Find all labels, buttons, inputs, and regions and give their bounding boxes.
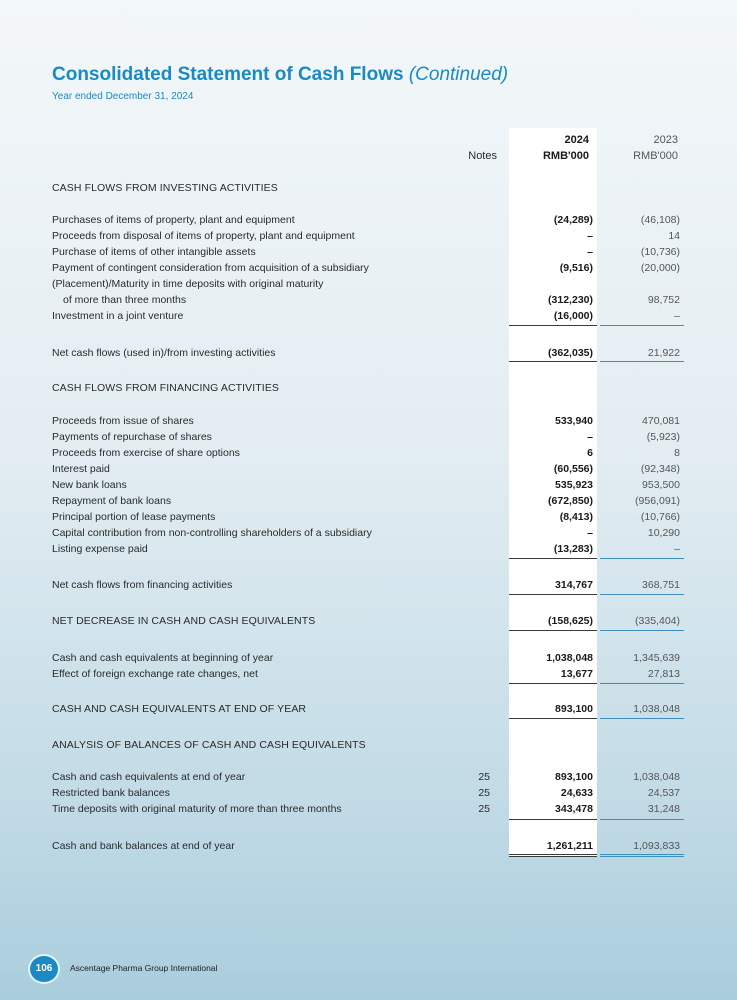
row-label: Effect of foreign exchange rate changes, net (52, 668, 258, 680)
row-label: Interest paid (52, 463, 110, 475)
statement-row (0, 701, 737, 717)
row-note: 25 (478, 803, 490, 815)
statement-row (0, 244, 737, 260)
row-value-2024: – (587, 431, 593, 443)
row-label: Cash and bank balances at end of year (52, 840, 235, 852)
row-label: Payment of contingent consideration from acquisition of a subsidiary (52, 262, 369, 274)
total-rule (600, 361, 684, 362)
row-value-2023: 368,751 (642, 579, 680, 591)
page-title (52, 64, 508, 86)
statement-row (0, 541, 737, 557)
statement-row (0, 380, 737, 396)
total-rule (509, 718, 597, 719)
period-subtitle: Year ended December 31, 2024 (52, 91, 194, 102)
row-value-2023: (335,404) (635, 615, 680, 627)
row-label: Cash and cash equivalents at end of year (52, 771, 246, 783)
row-label: Purchases of items of property, plant and equipment (52, 214, 295, 226)
row-label: Restricted bank balances (52, 787, 170, 799)
total-rule (509, 361, 597, 362)
row-value-2024: 13,677 (560, 668, 593, 680)
prior-unit-header: RMB'000 (633, 150, 678, 162)
prior-year-header: 2023 (653, 134, 678, 146)
row-value-2024: (312,230) (548, 294, 593, 306)
statement-row (0, 413, 737, 429)
total-rule (509, 630, 597, 631)
current-year-header: 2024 (564, 134, 589, 146)
row-value-2024: (24,289) (553, 214, 593, 226)
row-value-2023: (46,108) (640, 214, 680, 226)
statement-row (0, 785, 737, 801)
row-value-2023: 1,345,639 (633, 652, 680, 664)
row-label: Principal portion of lease payments (52, 511, 216, 523)
statement-row (0, 509, 737, 525)
subtotal-rule (509, 819, 597, 820)
row-label: Time deposits with original maturity of more than three months (52, 803, 342, 815)
row-value-2023: (5,923) (646, 431, 680, 443)
statement-row (0, 228, 737, 244)
statement-row (0, 525, 737, 541)
statement-row (0, 445, 737, 461)
row-value-2023: (20,000) (640, 262, 680, 274)
row-value-2024: 24,633 (560, 787, 593, 799)
statement-row (0, 737, 737, 753)
row-value-2023: 953,500 (642, 479, 680, 491)
statement-row (0, 345, 737, 361)
row-value-2024: – (587, 246, 593, 258)
row-value-2024: (8,413) (559, 511, 593, 523)
row-value-2024: (362,035) (548, 347, 593, 359)
row-value-2024: 343,478 (555, 803, 593, 815)
row-label: CASH FLOWS FROM INVESTING ACTIVITIES (52, 182, 278, 194)
company-name: Ascentage Pharma Group International (70, 963, 218, 973)
row-value-2023: 10,290 (647, 527, 680, 539)
statement-row (0, 180, 737, 196)
row-value-2024: (672,850) (548, 495, 593, 507)
row-value-2024: 1,038,048 (546, 652, 593, 664)
statement-row (0, 838, 737, 854)
grand-total-rule (600, 854, 684, 857)
row-label: Investment in a joint venture (52, 310, 184, 322)
current-unit-header: RMB'000 (542, 150, 589, 162)
row-note: 25 (478, 787, 490, 799)
row-value-2024: 533,940 (555, 415, 593, 427)
row-value-2023: 24,537 (647, 787, 680, 799)
row-label: Cash and cash equivalents at beginning of year (52, 652, 274, 664)
statement-row (0, 308, 737, 324)
statement-row (0, 461, 737, 477)
row-label: (Placement)/Maturity in time deposits with original maturity (52, 278, 324, 290)
total-rule (509, 594, 597, 595)
total-rule (600, 630, 684, 631)
subtotal-rule (600, 683, 684, 684)
statement-row (0, 577, 737, 593)
row-value-2023: 14 (668, 230, 680, 242)
subtotal-rule (600, 819, 684, 820)
row-value-2023: 1,093,833 (633, 840, 680, 852)
row-label: ANALYSIS OF BALANCES OF CASH AND CASH EQUIVALENTS (52, 739, 366, 751)
total-rule (600, 594, 684, 595)
row-value-2023: 31,248 (647, 803, 680, 815)
statement-row (0, 650, 737, 666)
statement-row (0, 429, 737, 445)
subtotal-rule (600, 558, 684, 559)
statement-row (0, 801, 737, 817)
row-label: CASH FLOWS FROM FINANCING ACTIVITIES (52, 382, 280, 394)
row-value-2023: 27,813 (647, 668, 680, 680)
row-label: Capital contribution from non-controlling shareholders of a subsidiary (52, 527, 372, 539)
row-value-2023: (10,766) (640, 511, 680, 523)
row-note: 25 (478, 771, 490, 783)
row-label: Listing expense paid (52, 543, 148, 555)
row-label: NET DECREASE IN CASH AND CASH EQUIVALENTS (52, 615, 316, 627)
row-value-2023: (92,348) (640, 463, 680, 475)
statement-row (0, 477, 737, 493)
subtotal-rule (509, 683, 597, 684)
row-value-2024: 6 (587, 447, 593, 459)
row-value-2024: 893,100 (555, 771, 593, 783)
row-label: Proceeds from exercise of share options (52, 447, 240, 459)
row-value-2024: 535,923 (555, 479, 593, 491)
row-value-2024: (158,625) (548, 615, 593, 627)
row-value-2023: 1,038,048 (633, 771, 680, 783)
row-label: Purchase of items of other intangible assets (52, 246, 256, 258)
row-label: Proceeds from issue of shares (52, 415, 194, 427)
row-label: Net cash flows from financing activities (52, 579, 233, 591)
row-value-2024: 893,100 (555, 703, 593, 715)
statement-row (0, 613, 737, 629)
subtotal-rule (509, 325, 597, 326)
row-value-2023: 1,038,048 (633, 703, 680, 715)
row-value-2023: 8 (674, 447, 680, 459)
row-value-2024: (60,556) (553, 463, 593, 475)
row-value-2023: 98,752 (647, 294, 680, 306)
row-value-2023: (10,736) (640, 246, 680, 258)
row-value-2024: (13,283) (553, 543, 593, 555)
row-label: Net cash flows (used in)/from investing activities (52, 347, 276, 359)
row-label: of more than three months (63, 294, 187, 306)
statement-row (0, 666, 737, 682)
total-rule (600, 718, 684, 719)
row-value-2024: (16,000) (553, 310, 593, 322)
row-label: CASH AND CASH EQUIVALENTS AT END OF YEAR (52, 703, 307, 715)
row-value-2023: – (674, 310, 680, 322)
title-text: Consolidated Statement of Cash Flows (52, 64, 404, 85)
row-label: Payments of repurchase of shares (52, 431, 212, 443)
title-suffix: (Continued) (408, 64, 509, 85)
statement-row (0, 212, 737, 228)
statement-row (0, 292, 737, 308)
row-label: New bank loans (52, 479, 127, 491)
subtotal-rule (509, 558, 597, 559)
row-value-2023: 470,081 (642, 415, 680, 427)
row-label: Proceeds from disposal of items of property, plant and equipment (52, 230, 355, 242)
grand-total-rule (509, 854, 597, 857)
statement-row (0, 493, 737, 509)
row-value-2024: – (587, 527, 593, 539)
row-value-2024: 314,767 (555, 579, 593, 591)
statement-row (0, 769, 737, 785)
row-value-2024: 1,261,211 (546, 840, 593, 852)
row-value-2024: – (587, 230, 593, 242)
row-value-2024: (9,516) (559, 262, 593, 274)
notes-header: Notes (468, 150, 497, 162)
statement-row (0, 276, 737, 292)
subtotal-rule (600, 325, 684, 326)
page-number: 106 (30, 956, 58, 982)
statement-row (0, 260, 737, 276)
row-value-2023: – (674, 543, 680, 555)
row-value-2023: 21,922 (647, 347, 680, 359)
row-label: Repayment of bank loans (52, 495, 172, 507)
row-value-2023: (956,091) (635, 495, 680, 507)
